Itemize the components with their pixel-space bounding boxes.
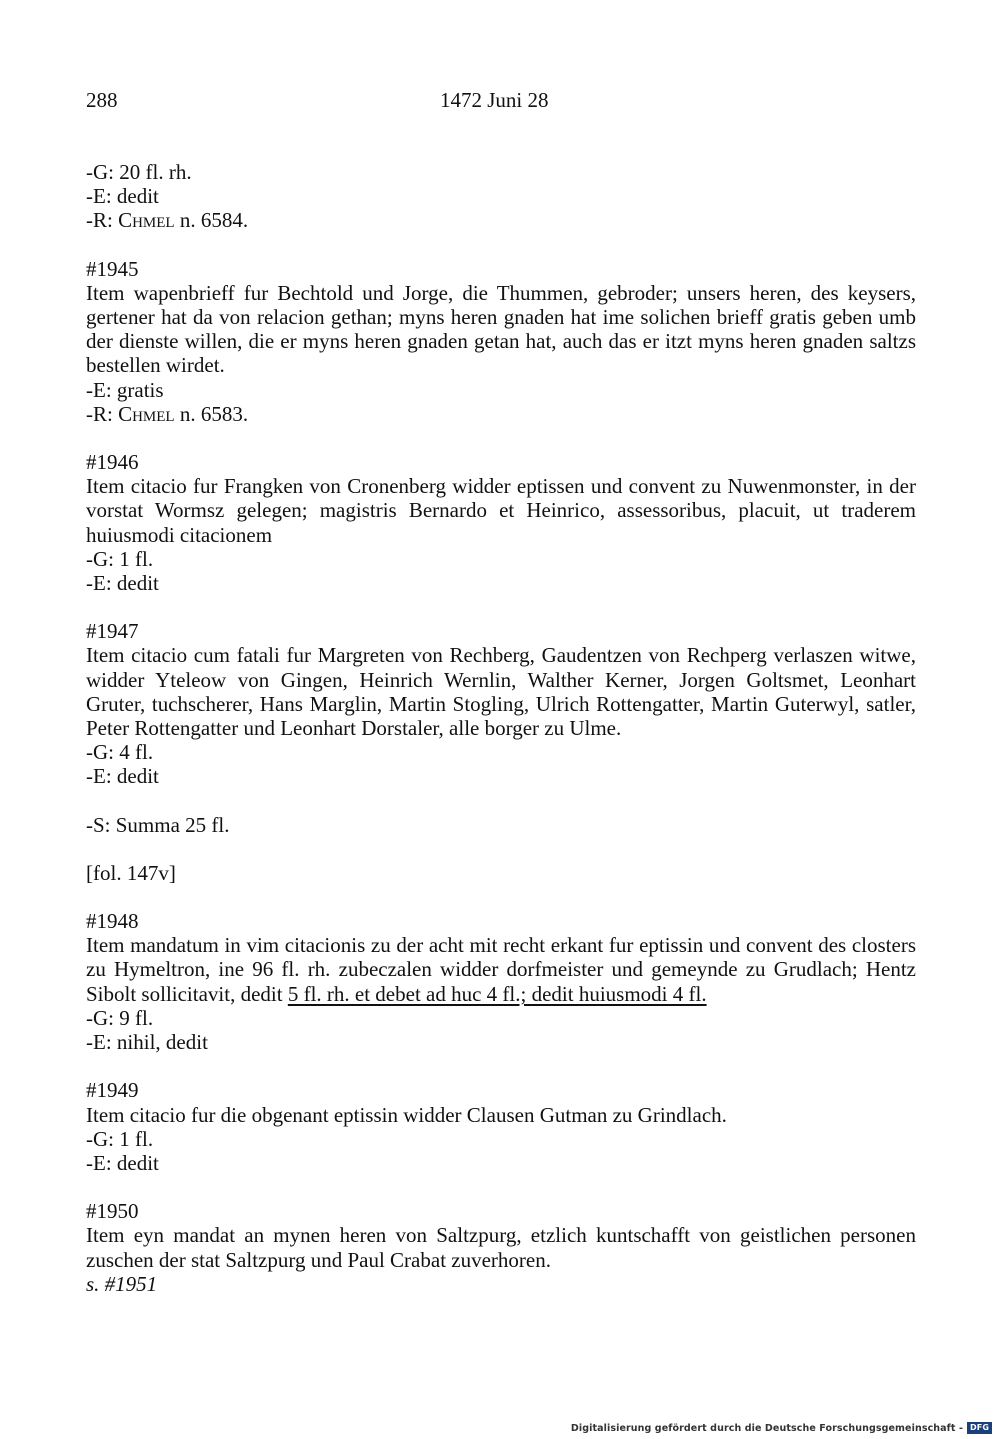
entry-number: #1947 — [86, 619, 139, 644]
entry-text — [86, 933, 916, 1006]
summa-line: -S: Summa 25 fl. — [86, 812, 230, 837]
gebuehr-line: -G: 4 fl. — [86, 740, 154, 765]
entry-1950 — [86, 1199, 916, 1296]
einnahme-line: -E: gratis — [86, 377, 164, 402]
entry-text: Item citacio fur die obgenant eptissin widder Clausen Gutman zu Grindlach. — [86, 1102, 727, 1127]
funding-footer — [571, 1422, 992, 1434]
underlined-note: 5 fl. rh. et debet ad huc 4 fl.; dedit huiusmodi 4 fl. — [287, 981, 707, 1006]
page-number: 288 — [86, 88, 118, 112]
regest-prefix: -R: — [86, 401, 119, 426]
regest-author: Chmel — [118, 401, 175, 426]
entry-number: #1948 — [86, 909, 139, 934]
entry-text: Item citacio cum fatali fur Margreten von Rechberg, Gaudentzen von Rechperg verlaszen witwe, widder Yteleow von Gingen, Heinrich Wernlin, Walther Kerner, Jorgen Goltsmet, Leonhart Gruter, tuchscherer, Hans Marglin, Martin Stogling, Ulrich Rottengatter, Martin Guterwyl, satler, Peter Rottengatter und Leonhart Dorstaler, alle borger zu Ulme. — [86, 643, 916, 741]
regest-suffix: n. 6584. — [174, 208, 249, 233]
regest-suffix: n. 6583. — [174, 401, 249, 426]
entry-text: Item wapenbrieff fur Bechtold und Jorge, die Thummen, gebroder; unsers heren, des keysers, gertener hat da von relacion gethan; myns heren gnaden hat ime solichen brieff gratis geben umb der dienste willen, die er myns heren gnaden getan hat, auch das er itzt myns heren gnaden saltzs bestellen wirdet. — [86, 280, 916, 378]
entry-1949 — [86, 1078, 916, 1175]
entry-1945 — [86, 257, 916, 426]
entry-1947 — [86, 619, 916, 788]
cross-reference: s. #1951 — [86, 1271, 158, 1296]
running-head: 1472 Juni 28 — [440, 88, 549, 112]
dfg-logo-icon: DFG — [967, 1422, 992, 1434]
gebuehr-line: -G: 1 fl. — [86, 1126, 154, 1151]
page-header — [86, 88, 916, 116]
entry-1948 — [86, 909, 916, 1054]
einnahme-line: -E: dedit — [86, 184, 159, 209]
gebuehr-line: -G: 1 fl. — [86, 546, 154, 571]
entry-number: #1949 — [86, 1078, 139, 1103]
regest-line — [86, 208, 916, 232]
regest-author: Chmel — [118, 208, 175, 233]
einnahme-line: -E: dedit — [86, 1150, 159, 1175]
entry-number: #1946 — [86, 450, 139, 475]
einnahme-line: -E: dedit — [86, 764, 159, 789]
regest-line — [86, 402, 916, 426]
entry-number: #1950 — [86, 1199, 139, 1224]
folio-marker: [fol. 147v] — [86, 860, 176, 885]
funding-text: Digitalisierung gefördert durch die Deutsche Forschungsgemeinschaft - — [570, 1422, 964, 1434]
einnahme-line: -E: nihil, dedit — [86, 1030, 208, 1055]
document-page — [86, 88, 916, 1320]
entry-1946 — [86, 450, 916, 595]
einnahme-line: -E: dedit — [86, 571, 159, 596]
regest-prefix: -R: — [86, 208, 119, 233]
entry-number: #1945 — [86, 256, 139, 281]
entry-text: Item eyn mandat an mynen heren von Saltzpurg, etzlich kuntschafft von geistlichen personen zuschen der stat Saltzpurg und Paul Crabat zuverhoren. — [86, 1223, 916, 1272]
entry-text-main: Item mandatum in vim citacionis zu der acht mit recht erkant fur eptissin und convent des closters zu Hymeltron, ine 96 fl. rh. zubeczalen widder dorfmeister und gemeynde zu Grudlach; Hentz Sibolt sollicitavit, dedit — [86, 933, 916, 1006]
gebuehr-line: -G: 20 fl. rh. — [86, 160, 192, 184]
previous-entry-tail — [86, 160, 916, 233]
entry-text: Item citacio fur Frangken von Cronenberg widder eptissen und convent zu Nuwenmonster, in der vorstat Wormsz gelegen; magistris Bernardo et Heinrico, assessoribus, placuit, ut traderem huiusmodi citacionem — [86, 474, 916, 547]
gebuehr-line: -G: 9 fl. — [86, 1005, 154, 1030]
